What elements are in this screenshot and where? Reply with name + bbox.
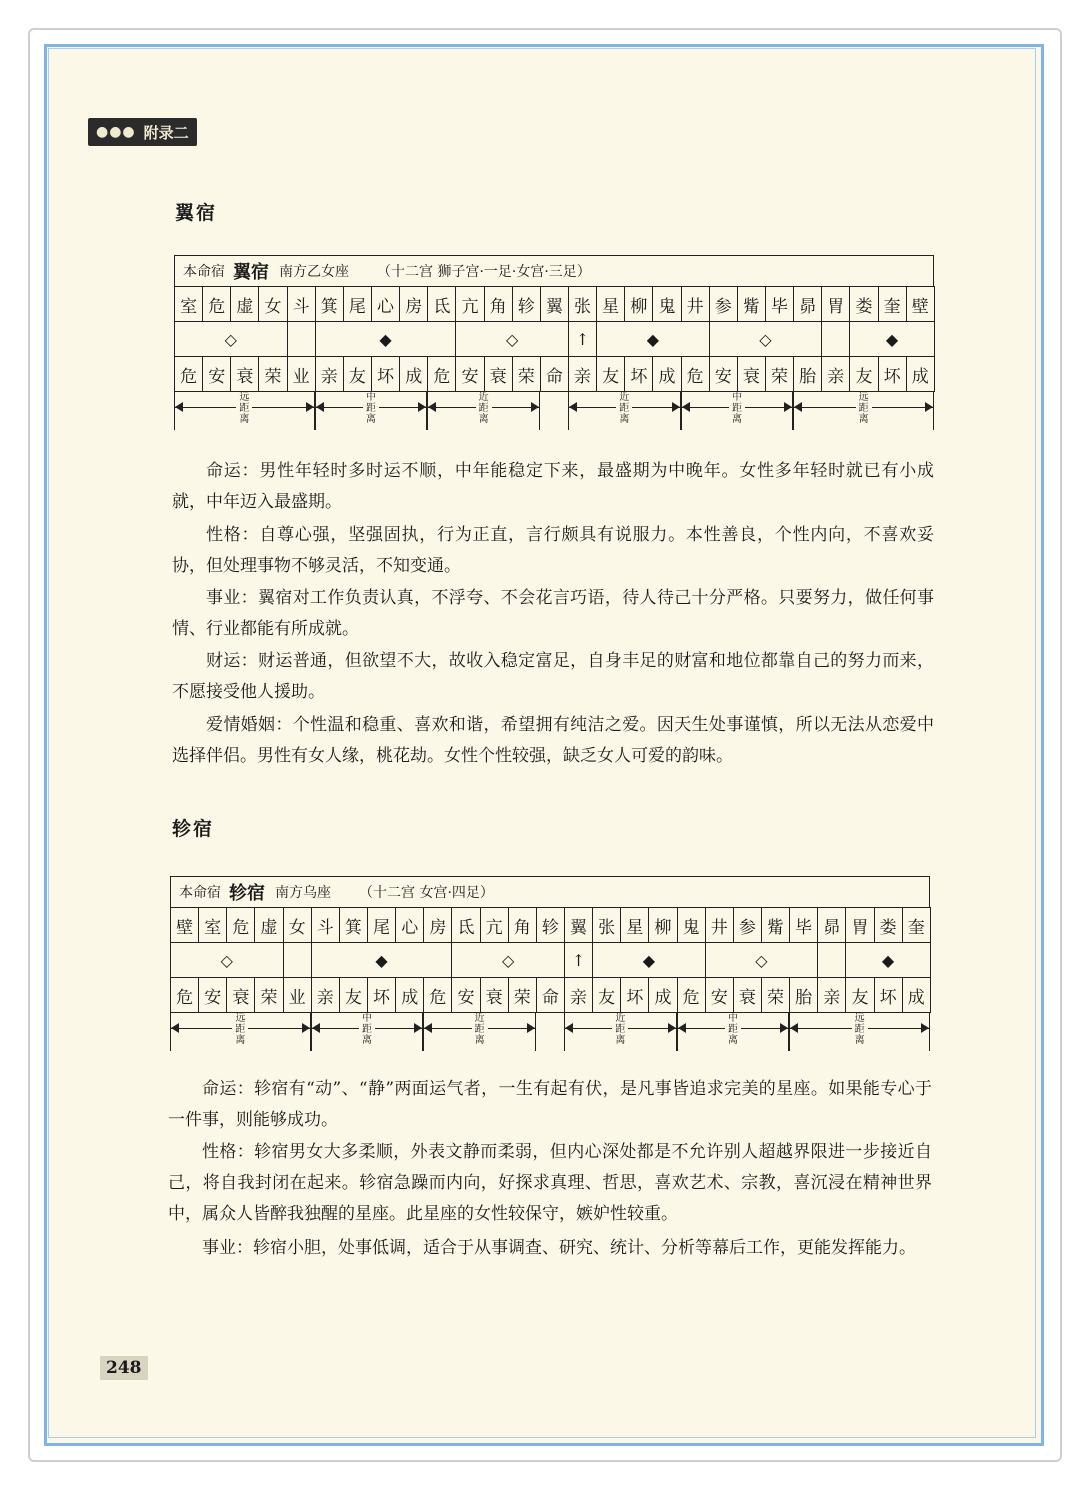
star-cell: 奎 [902, 908, 930, 943]
hollow-diamond-icon: ◇ [456, 322, 569, 357]
relation-cell: 业 [283, 978, 311, 1013]
star-cell: 女 [259, 287, 287, 322]
relation-cell: 坏 [371, 357, 399, 392]
chart-direction: 南方乙女座 [279, 264, 349, 280]
arrow-left-icon [565, 1023, 573, 1033]
relation-cell: 成 [902, 978, 930, 1013]
filled-diamond-icon: ◆ [846, 943, 930, 978]
star-cell: 参 [733, 908, 761, 943]
paragraph-personality-2: 性格：轸宿男女大多柔顺，外表文静而柔弱，但内心深处都是不允许别人超越界限进一步接近自己，将自我封闭在起来。轸宿急躁而内向，好探求真理、哲思，喜欢艺术、宗教，喜沉浸在精神世界中，属众人皆醉我独醒的星座。此星座的女性较保守，嫉妒性较重。 [168, 1142, 932, 1224]
paragraph-personality-1: 性格：自尊心强，坚强固执，行为正直，言行颇具有说服力。本性善良，个性内向，不喜欢妥协，但处理事物不够灵活，不知变通。 [172, 525, 934, 576]
relation-cell: 亲 [315, 357, 343, 392]
chart-info-row [174, 255, 934, 286]
star-cell: 轸 [512, 287, 540, 322]
symbol-row [171, 943, 931, 978]
chart-label: 本命宿 [183, 264, 225, 280]
paragraph-career-1: 事业：翼宿对工作负责认真，不浮夸、不会花言巧语，待人待己十分严格。只要努力，做任何事情、行业都能有所成就。 [172, 588, 934, 639]
relation-cell: 坏 [625, 357, 653, 392]
relation-cell: 友 [850, 357, 878, 392]
section-title-1: 翼宿 [175, 202, 218, 224]
arrow-right-icon [672, 402, 680, 412]
relation-cell: 危 [428, 357, 456, 392]
star-cell: 虚 [255, 908, 283, 943]
blank-cell [818, 943, 846, 978]
star-cell: 心 [396, 908, 424, 943]
star-cell: 斗 [311, 908, 339, 943]
star-cell: 昴 [818, 908, 846, 943]
blank-cell [822, 322, 850, 357]
chart-palace: （十二宫 狮子宫·一足·女宫·三足） [377, 264, 591, 280]
relation-cell: 友 [339, 978, 367, 1013]
paragraph-career-2: 事业：轸宿小胆，处事低调，适合于从事调查、研究、统计、分析等幕后工作，更能发挥能力。 [202, 1238, 916, 1258]
relation-cell: 安 [456, 357, 484, 392]
relation-cell: 衰 [227, 978, 255, 1013]
relation-cell: 成 [396, 978, 424, 1013]
relation-cell: 衰 [484, 357, 512, 392]
star-cell: 尾 [367, 908, 395, 943]
distance-arrow [315, 392, 428, 430]
relation-cell: 成 [653, 357, 681, 392]
chart-grid [170, 907, 931, 1013]
distance-arrow [564, 1013, 677, 1051]
hollow-diamond-icon: ◇ [705, 943, 818, 978]
relation-cell: 友 [593, 978, 621, 1013]
relation-cell: 安 [709, 357, 737, 392]
arrow-right-icon [921, 1023, 929, 1033]
star-cell: 星 [597, 287, 625, 322]
distance-arrow [427, 392, 540, 430]
arrow-right-icon [668, 1023, 676, 1033]
star-cell: 亢 [480, 908, 508, 943]
relation-cell: 荣 [259, 357, 287, 392]
star-cell: 壁 [906, 287, 934, 322]
star-cell: 角 [508, 908, 536, 943]
arrow-right-icon [302, 1023, 310, 1033]
relation-cell: 危 [175, 357, 203, 392]
star-cell: 虚 [231, 287, 259, 322]
distance-label: 中距离 [359, 1013, 375, 1046]
distance-arrow [789, 1013, 930, 1051]
hollow-diamond-icon: ◇ [171, 943, 284, 978]
filled-diamond-icon: ◆ [311, 943, 452, 978]
star-cell: 箕 [315, 287, 343, 322]
star-cell: 娄 [874, 908, 902, 943]
distance-arrow [170, 1013, 311, 1051]
filled-diamond-icon: ◆ [593, 943, 706, 978]
chart-palace: （十二宫 女宫·四足） [359, 885, 494, 901]
up-arrow-icon: ↑ [564, 943, 592, 978]
distance-arrow [677, 1013, 790, 1051]
relation-cell: 胎 [790, 978, 818, 1013]
star-row [171, 908, 931, 943]
star-cell: 张 [593, 908, 621, 943]
distance-label: 近距离 [472, 1013, 488, 1046]
relation-cell: 友 [846, 978, 874, 1013]
blank-cell [287, 322, 315, 357]
star-cell: 鬼 [653, 287, 681, 322]
distance-label: 远距离 [856, 392, 872, 425]
relation-cell: 亲 [564, 978, 592, 1013]
chart-info-row [170, 876, 930, 907]
star-cell: 危 [227, 908, 255, 943]
relation-cell: 衰 [480, 978, 508, 1013]
relation-cell: 胎 [794, 357, 822, 392]
relation-cell: 衰 [733, 978, 761, 1013]
distance-label: 中距离 [363, 392, 379, 425]
star-cell: 翼 [564, 908, 592, 943]
symbol-row [175, 322, 935, 357]
arrow-left-icon [424, 1023, 432, 1033]
star-chart-2 [170, 876, 930, 1051]
relation-cell: 危 [681, 357, 709, 392]
relation-cell: 坏 [874, 978, 902, 1013]
appendix-label: 附录二 [143, 123, 189, 142]
arrow-right-icon [418, 402, 426, 412]
star-cell: 柳 [625, 287, 653, 322]
star-cell: 觜 [761, 908, 789, 943]
distance-label: 远距离 [232, 1013, 248, 1046]
relation-cell: 成 [649, 978, 677, 1013]
relation-cell: 亲 [311, 978, 339, 1013]
relation-cell: 坏 [878, 357, 906, 392]
relation-cell: 荣 [761, 978, 789, 1013]
relation-cell: 亲 [822, 357, 850, 392]
chart-star-name: 翼宿 [233, 262, 269, 283]
relation-cell: 坏 [367, 978, 395, 1013]
relation-cell: 成 [906, 357, 934, 392]
star-cell: 鬼 [677, 908, 705, 943]
relation-cell: 命 [540, 357, 568, 392]
filled-diamond-icon: ◆ [315, 322, 456, 357]
chart-grid [174, 286, 935, 392]
distance-label: 近距离 [616, 392, 632, 425]
star-cell: 轸 [536, 908, 564, 943]
star-cell: 角 [484, 287, 512, 322]
relation-row [175, 357, 935, 392]
paragraph-love-1: 爱情婚姻：个性温和稳重、喜欢和谐，希望拥有纯洁之爱。因天生处事谨慎，所以无法从恋爱中选择伴侣。男性有女人缘，桃花劫。女性个性较强，缺乏女人可爱的韵味。 [172, 715, 934, 766]
star-cell: 毕 [790, 908, 818, 943]
hollow-diamond-icon: ◇ [452, 943, 565, 978]
arrow-left-icon [312, 1023, 320, 1033]
arrow-left-icon [171, 1023, 179, 1033]
distance-arrow [174, 392, 315, 430]
arrow-right-icon [527, 1023, 535, 1033]
star-cell: 房 [424, 908, 452, 943]
distance-arrow [423, 1013, 536, 1051]
star-cell: 尾 [343, 287, 371, 322]
page-number: 248 [100, 1356, 148, 1380]
relation-cell: 衰 [737, 357, 765, 392]
chart-direction: 南方乌座 [275, 885, 331, 901]
distance-label: 远距离 [236, 392, 252, 425]
up-arrow-icon: ↑ [568, 322, 596, 357]
star-cell: 室 [175, 287, 203, 322]
relation-cell: 友 [597, 357, 625, 392]
arrow-left-icon [569, 402, 577, 412]
arrow-right-icon [531, 402, 539, 412]
distance-label: 近距离 [476, 392, 492, 425]
star-cell: 井 [705, 908, 733, 943]
star-cell: 房 [400, 287, 428, 322]
relation-cell: 荣 [512, 357, 540, 392]
arrow-left-icon [678, 1023, 686, 1033]
star-cell: 亢 [456, 287, 484, 322]
star-cell: 危 [203, 287, 231, 322]
arrow-left-icon [428, 402, 436, 412]
relation-cell: 荣 [765, 357, 793, 392]
relation-cell: 安 [203, 357, 231, 392]
arrow-left-icon [316, 402, 324, 412]
star-cell: 昴 [794, 287, 822, 322]
relation-row [171, 978, 931, 1013]
section-title-2: 轸宿 [172, 818, 215, 840]
star-cell: 星 [621, 908, 649, 943]
star-cell: 毕 [765, 287, 793, 322]
paragraph-fortune-1: 命运：男性年轻时多时运不顺，中年能稳定下来，最盛期为中晚年。女性多年轻时就已有小成就，中年迈入最盛期。 [172, 461, 934, 512]
paragraph-fortune-2: 命运：轸宿有“动”、“静”两面运气者，一生有起有伏，是凡事皆追求完美的星座。如果能专心于一件事，则能够成功。 [168, 1079, 932, 1130]
distance-label: 远距离 [852, 1013, 868, 1046]
relation-cell: 安 [199, 978, 227, 1013]
relation-cell: 命 [536, 978, 564, 1013]
arrow-right-icon [780, 1023, 788, 1033]
star-cell: 壁 [171, 908, 199, 943]
relation-cell: 友 [343, 357, 371, 392]
relation-cell: 亲 [818, 978, 846, 1013]
arrow-right-icon [925, 402, 933, 412]
filled-diamond-icon: ◆ [850, 322, 934, 357]
relation-cell: 亲 [568, 357, 596, 392]
distance-arrow [681, 392, 794, 430]
relation-cell: 安 [452, 978, 480, 1013]
star-cell: 胃 [822, 287, 850, 322]
relation-cell: 成 [400, 357, 428, 392]
star-cell: 氐 [452, 908, 480, 943]
star-row [175, 287, 935, 322]
relation-cell: 危 [677, 978, 705, 1013]
distance-arrow [311, 1013, 424, 1051]
relation-cell: 危 [171, 978, 199, 1013]
star-cell: 娄 [850, 287, 878, 322]
star-cell: 翼 [540, 287, 568, 322]
arrow-left-icon [790, 1023, 798, 1033]
distance-arrow [568, 392, 681, 430]
star-cell: 井 [681, 287, 709, 322]
distance-label: 近距离 [612, 1013, 628, 1046]
star-cell: 觜 [737, 287, 765, 322]
dot-cluster-icon: ●●● [96, 124, 136, 140]
relation-cell: 荣 [255, 978, 283, 1013]
distance-label: 中距离 [729, 392, 745, 425]
arrow-right-icon [306, 402, 314, 412]
star-cell: 斗 [287, 287, 315, 322]
distance-arrow [793, 392, 934, 430]
hollow-diamond-icon: ◇ [175, 322, 288, 357]
relation-cell: 坏 [621, 978, 649, 1013]
appendix-header [88, 118, 197, 146]
relation-cell: 安 [705, 978, 733, 1013]
blank-cell [283, 943, 311, 978]
filled-diamond-icon: ◆ [597, 322, 710, 357]
paragraph-wealth-1: 财运：财运普通，但欲望不大，故收入稳定富足，自身丰足的财富和地位都靠自己的努力而来，不愿接受他人援助。 [172, 651, 934, 702]
star-cell: 室 [199, 908, 227, 943]
star-cell: 奎 [878, 287, 906, 322]
star-chart-1 [174, 255, 934, 430]
distance-label: 中距离 [725, 1013, 741, 1046]
chart-label: 本命宿 [179, 885, 221, 901]
arrow-right-icon [414, 1023, 422, 1033]
distance-row [174, 392, 934, 430]
relation-cell: 衰 [231, 357, 259, 392]
star-cell: 张 [568, 287, 596, 322]
relation-cell: 业 [287, 357, 315, 392]
star-cell: 柳 [649, 908, 677, 943]
relation-cell: 危 [424, 978, 452, 1013]
arrow-left-icon [175, 402, 183, 412]
relation-cell: 荣 [508, 978, 536, 1013]
star-cell: 参 [709, 287, 737, 322]
arrow-right-icon [784, 402, 792, 412]
star-cell: 胃 [846, 908, 874, 943]
arrow-left-icon [682, 402, 690, 412]
star-cell: 箕 [339, 908, 367, 943]
chart-star-name: 轸宿 [229, 883, 265, 904]
hollow-diamond-icon: ◇ [709, 322, 822, 357]
arrow-left-icon [794, 402, 802, 412]
star-cell: 心 [371, 287, 399, 322]
distance-row [170, 1013, 930, 1051]
star-cell: 女 [283, 908, 311, 943]
star-cell: 氐 [428, 287, 456, 322]
